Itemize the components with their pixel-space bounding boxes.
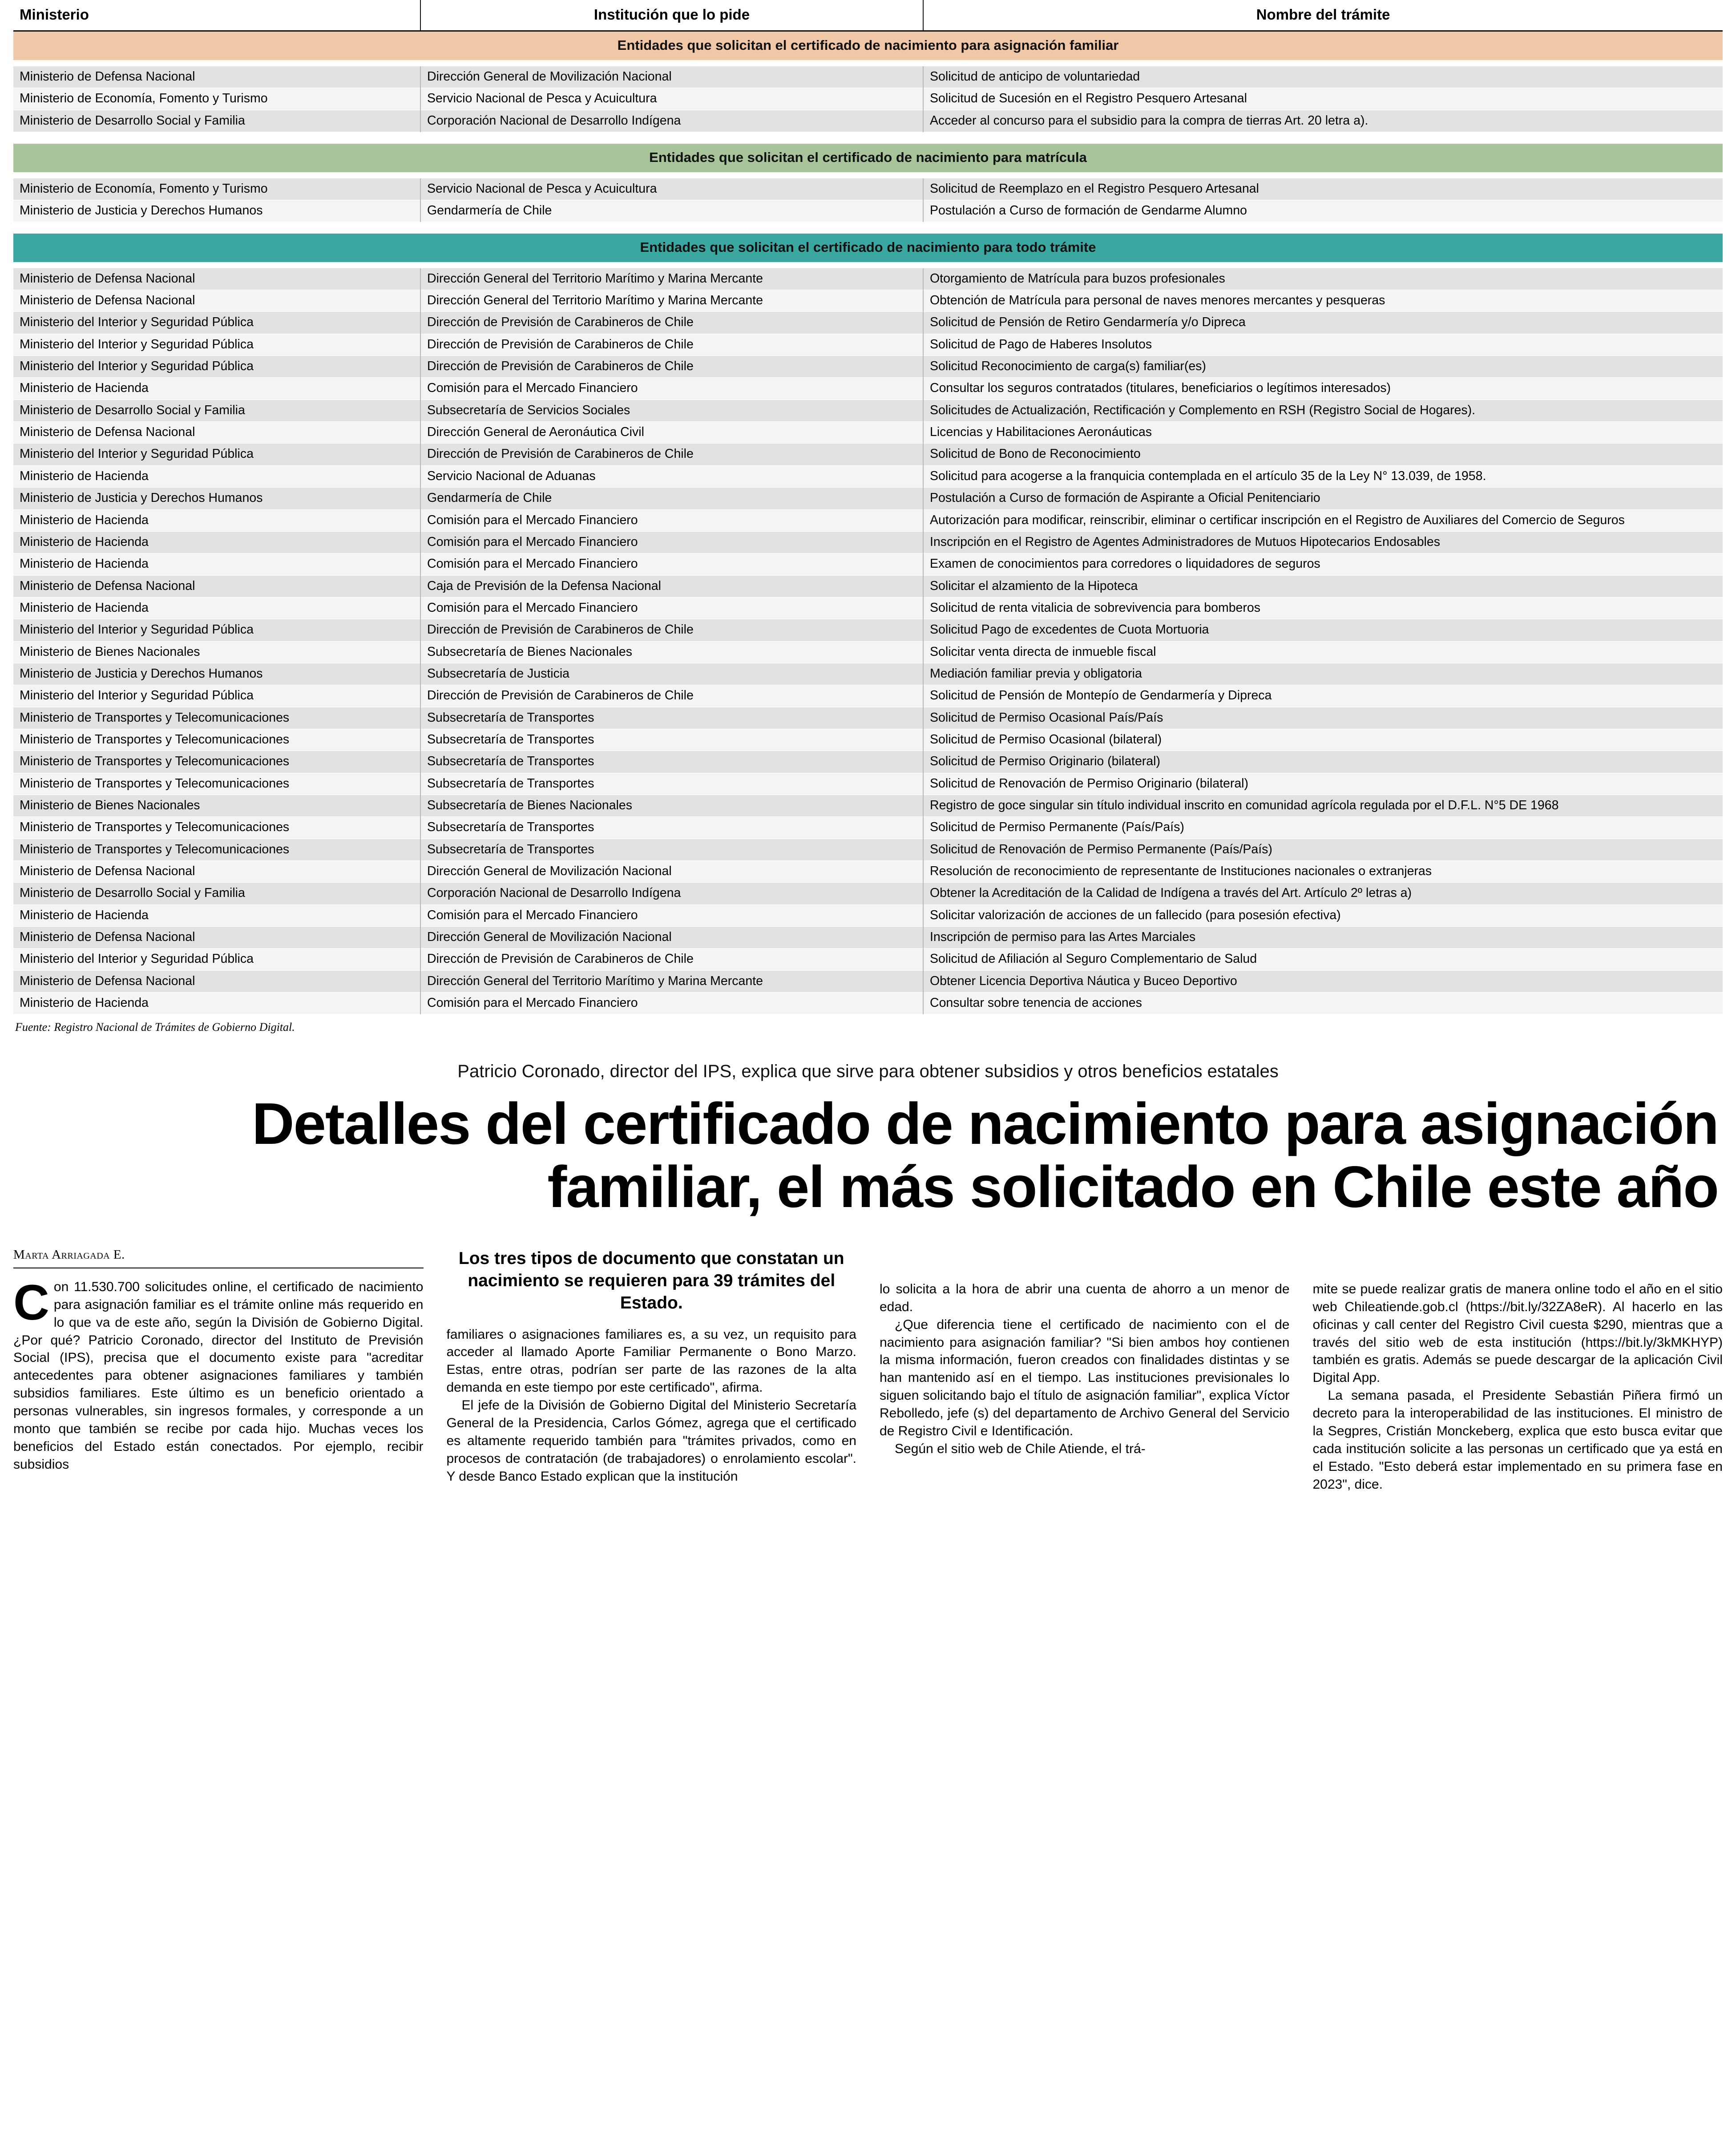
table-row — [13, 575, 1723, 597]
table-cell: Subsecretaría de Servicios Sociales — [420, 400, 923, 421]
table-cell: Solicitar venta directa de inmueble fiscal — [923, 641, 1723, 663]
table-cell: Servicio Nacional de Pesca y Acuicultura — [420, 88, 923, 110]
article-deck: Los tres tipos de documento que constatan un nacimiento se requieren para 39 trámites del Estado. — [458, 1248, 844, 1312]
table-cell: Ministerio de Bienes Nacionales — [13, 795, 420, 816]
table-row — [13, 200, 1723, 222]
table-cell: Solicitud de Permiso Originario (bilateral) — [923, 751, 1723, 773]
table-cell: Comisión para el Mercado Financiero — [420, 553, 923, 575]
paragraph: El jefe de la División de Gobierno Digital del Ministerio Secretaría General de la Presidencia, Carlos Gómez, agrega que el certificado es altamente requerido también para "trámites privados, como en procesos de contratación (de trabajadores) o enrolamiento escolar". Y desde Banco Estado explican que la institución — [446, 1398, 856, 1484]
table-row — [13, 861, 1723, 883]
paragraph: familiares o asignaciones familiares es, a su vez, un requisito para acceder al llamado Aporte Familiar Permanente o Bono Marzo. Estas, entre otras, podrían ser parte de las razones de la alta demanda en este tiempo por este certificado", afirma. — [446, 1327, 856, 1395]
table-row — [13, 904, 1723, 926]
table-cell: Subsecretaría de Bienes Nacionales — [420, 795, 923, 816]
table-cell: Mediación familiar previa y obligatoria — [923, 663, 1723, 685]
table-cell: Comisión para el Mercado Financiero — [420, 378, 923, 400]
table-cell: Dirección de Previsión de Carabineros de Chile — [420, 356, 923, 378]
table-row — [13, 729, 1723, 751]
table-row — [13, 597, 1723, 619]
article-column-2 — [447, 1248, 857, 1486]
article-body — [13, 1236, 1723, 1494]
table-cell: Ministerio del Interior y Seguridad Pública — [13, 685, 420, 707]
table-cell: Postulación a Curso de formación de Gendarme Alumno — [923, 200, 1723, 222]
table-cell: Dirección General de Movilización Nacional — [420, 66, 923, 88]
table-section-gap — [13, 262, 1723, 268]
table-cell: Solicitud de Sucesión en el Registro Pesquero Artesanal — [923, 88, 1723, 110]
table-cell: Comisión para el Mercado Financiero — [420, 509, 923, 531]
table-cell: Dirección General de Aeronáutica Civil — [420, 422, 923, 444]
table-cell: Ministerio de Hacienda — [13, 378, 420, 400]
table-cell: Solicitud para acogerse a la franquicia contemplada en el artículo 35 de la Ley N° 13.039, de 1958. — [923, 465, 1723, 487]
table-row — [13, 356, 1723, 378]
table-row — [13, 422, 1723, 444]
table-cell: Comisión para el Mercado Financiero — [420, 597, 923, 619]
table-cell: Dirección General de Movilización Nacional — [420, 927, 923, 949]
table-cell: Comisión para el Mercado Financiero — [420, 904, 923, 926]
table-section-gap — [13, 60, 1723, 66]
table-row — [13, 509, 1723, 531]
table-cell: Ministerio de Economía, Fomento y Turismo — [13, 178, 420, 200]
table-cell: Ministerio de Transportes y Telecomunicaciones — [13, 839, 420, 860]
table-cell: Subsecretaría de Transportes — [420, 839, 923, 860]
table-row — [13, 707, 1723, 729]
table-cell: Ministerio de Defensa Nacional — [13, 970, 420, 992]
table-body — [13, 31, 1723, 1014]
table-cell: Ministerio de Bienes Nacionales — [13, 641, 420, 663]
table-section-spacer — [13, 222, 1723, 234]
table-cell: Ministerio de Defensa Nacional — [13, 290, 420, 312]
table-cell: Dirección de Previsión de Carabineros de Chile — [420, 619, 923, 641]
table-row — [13, 795, 1723, 816]
table-cell: Solicitud de Bono de Reconocimiento — [923, 444, 1723, 465]
table-row — [13, 817, 1723, 839]
table-cell: Obtener la Acreditación de la Calidad de Indígena a través del Art. Artículo 2º letras a) — [923, 883, 1723, 904]
table-cell: Ministerio de Hacienda — [13, 509, 420, 531]
col-header-institucion: Institución que lo pide — [420, 0, 923, 31]
table-cell: Solicitudes de Actualización, Rectificación y Complemento en RSH (Registro Social de Hogares). — [923, 400, 1723, 421]
paragraph: lo solicita a la hora de abrir una cuenta de ahorro a un menor de edad. — [880, 1281, 1290, 1314]
paragraph: on 11.530.700 solicitudes online, el certificado de nacimiento para asignación familiar es el trámite online más requerido en lo que va de este año, según la División de Gobierno Digital. ¿Por qué? Patricio Coronado, director del Instituto de Previsión Social (IPS), precisa que el documento existe para "acreditar antecedentes para obtener asignaciones familiares y también subsidios familiares. Este último es un beneficio orientado a personas vulnerables, sin ingresos formales, y corresponde a un monto que también se recibe por cada hijo. Muchas veces los beneficios del Estado están conectados. Por ejemplo, recibir subsidios — [13, 1279, 424, 1472]
table-section-gap — [13, 172, 1723, 178]
table-cell: Obtención de Matrícula para personal de naves menores mercantes y pesqueras — [923, 290, 1723, 312]
table-section-header — [13, 31, 1723, 61]
table-cell: Ministerio de Transportes y Telecomunicaciones — [13, 773, 420, 795]
table-cell: Consultar los seguros contratados (titulares, beneficiarios o legítimos interesados) — [923, 378, 1723, 400]
table-row — [13, 663, 1723, 685]
table-row — [13, 290, 1723, 312]
article-headline: Detalles del certificado de nacimiento para asignación familiar, el más solicitado en Chile este año — [252, 1091, 1718, 1219]
table-cell: Ministerio de Justicia y Derechos Humanos — [13, 200, 420, 222]
table-row — [13, 531, 1723, 553]
paragraph: La semana pasada, el Presidente Sebastián Piñera firmó un decreto para la interoperabilidad de las instituciones. El ministro de la Segpres, Cristián Monckeberg, explica que esto busca evitar que cada institución solicite a las personas un certificado que ya está en el Estado. "Esto deberá estar implementado en su primera fase en 2023", dice. — [1312, 1388, 1723, 1492]
col-header-tramite: Nombre del trámite — [923, 0, 1723, 31]
table-cell: Examen de conocimientos para corredores o liquidadores de seguros — [923, 553, 1723, 575]
table-cell: Servicio Nacional de Aduanas — [420, 465, 923, 487]
table-cell: Dirección General del Territorio Marítimo y Marina Mercante — [420, 970, 923, 992]
table-section-title: Entidades que solicitan el certificado de nacimiento para asignación familiar — [13, 31, 1723, 61]
table-row — [13, 685, 1723, 707]
table-cell: Ministerio de Desarrollo Social y Familia — [13, 110, 420, 132]
table-cell: Subsecretaría de Transportes — [420, 729, 923, 751]
table-cell: Ministerio del Interior y Seguridad Pública — [13, 444, 420, 465]
table-cell: Solicitud de Afiliación al Seguro Complementario de Salud — [923, 949, 1723, 970]
paragraph: ¿Que diferencia tiene el certificado de nacimiento con el de nacimiento para asignación familiar? "Si bien ambos hoy contienen la misma información, fueron creados con finalidades distintas y se han mantenido así en el tiempo. Las instituciones previsionales lo siguen solicitando bajo el título de asignación familiar", explica Víctor Rebolledo, jefe (s) del departamento de Archivo General del Servicio de Registro Civil e Identificación. — [880, 1317, 1290, 1438]
table-cell: Acceder al concurso para el subsidio para la compra de tierras Art. 20 letra a). — [923, 110, 1723, 132]
table-cell: Ministerio del Interior y Seguridad Pública — [13, 619, 420, 641]
table-cell: Ministerio de Hacienda — [13, 993, 420, 1014]
table-cell: Solicitud de Permiso Ocasional País/País — [923, 707, 1723, 729]
table-cell: Ministerio de Transportes y Telecomunicaciones — [13, 817, 420, 839]
table-cell: Servicio Nacional de Pesca y Acuicultura — [420, 178, 923, 200]
table-cell: Otorgamiento de Matrícula para buzos profesionales — [923, 268, 1723, 290]
table-cell: Dirección General del Territorio Marítimo y Marina Mercante — [420, 290, 923, 312]
table-cell: Gendarmería de Chile — [420, 488, 923, 509]
table-cell: Ministerio del Interior y Seguridad Pública — [13, 312, 420, 334]
table-cell: Subsecretaría de Transportes — [420, 707, 923, 729]
table-cell: Dirección de Previsión de Carabineros de Chile — [420, 334, 923, 355]
table-row — [13, 312, 1723, 334]
table-cell: Ministerio de Defensa Nacional — [13, 66, 420, 88]
table-cell: Ministerio de Hacienda — [13, 597, 420, 619]
article-column-4 — [1313, 1248, 1723, 1494]
table-cell: Resolución de reconocimiento de representante de Instituciones nacionales o extranjeras — [923, 861, 1723, 883]
table-cell: Ministerio de Economía, Fomento y Turismo — [13, 88, 420, 110]
table-row — [13, 839, 1723, 860]
table-section-header — [13, 234, 1723, 262]
table-cell: Ministerio del Interior y Seguridad Pública — [13, 356, 420, 378]
table-cell: Dirección de Previsión de Carabineros de Chile — [420, 444, 923, 465]
table-cell: Ministerio de Hacienda — [13, 553, 420, 575]
table-cell: Ministerio de Transportes y Telecomunicaciones — [13, 751, 420, 773]
table-cell: Ministerio de Defensa Nacional — [13, 575, 420, 597]
table-cell: Corporación Nacional de Desarrollo Indígena — [420, 883, 923, 904]
table-section-title: Entidades que solicitan el certificado de nacimiento para matrícula — [13, 144, 1723, 172]
table-cell: Subsecretaría de Justicia — [420, 663, 923, 685]
table-cell: Subsecretaría de Transportes — [420, 773, 923, 795]
table-cell: Solicitud de Renovación de Permiso Originario (bilateral) — [923, 773, 1723, 795]
table-cell: Dirección General de Movilización Nacional — [420, 861, 923, 883]
table-cell: Solicitud de Renovación de Permiso Permanente (País/País) — [923, 839, 1723, 860]
table-row — [13, 553, 1723, 575]
table-cell: Dirección de Previsión de Carabineros de Chile — [420, 949, 923, 970]
table-cell: Solicitud Reconocimiento de carga(s) familiar(es) — [923, 356, 1723, 378]
table-cell: Ministerio de Hacienda — [13, 465, 420, 487]
table-cell: Postulación a Curso de formación de Aspirante a Oficial Penitenciario — [923, 488, 1723, 509]
paragraph: mite se puede realizar gratis de manera online todo el año en el sitio web Chileatiende.gob.cl (https://bit.ly/32ZA8eR). Al hacerlo en las oficinas y call center del Registro Civil cuesta $290, mientras que a través del sitio web de esta institución (https://bit.ly/3kMKHYP) también es gratis. Además se puede descargar de la aplicación Civil Digital App. — [1312, 1281, 1723, 1385]
table-cell: Solicitud de Permiso Permanente (País/País) — [923, 817, 1723, 839]
table-cell: Ministerio de Hacienda — [13, 531, 420, 553]
table-cell: Inscripción en el Registro de Agentes Administradores de Mutuos Hipotecarios Endosables — [923, 531, 1723, 553]
table-cell: Solicitud de Reemplazo en el Registro Pesquero Artesanal — [923, 178, 1723, 200]
drop-cap: C — [13, 1274, 49, 1330]
table-cell: Ministerio de Justicia y Derechos Humanos — [13, 663, 420, 685]
table-cell: Ministerio de Hacienda — [13, 904, 420, 926]
table-cell: Ministerio de Desarrollo Social y Familia — [13, 400, 420, 421]
table-cell: Ministerio de Defensa Nacional — [13, 268, 420, 290]
table-row — [13, 400, 1723, 421]
tramites-table — [13, 0, 1723, 1014]
source-note: Fuente: Registro Nacional de Trámites de Gobierno Digital. — [15, 1021, 295, 1034]
table-row — [13, 444, 1723, 465]
table-cell: Solicitar el alzamiento de la Hipoteca — [923, 575, 1723, 597]
table-cell: Inscripción de permiso para las Artes Marciales — [923, 927, 1723, 949]
table-cell: Autorización para modificar, reinscribir, eliminar o certificar inscripción en el Registro de Auxiliares del Comercio de Seguros — [923, 509, 1723, 531]
table-row — [13, 178, 1723, 200]
col-header-ministerio: Ministerio — [13, 0, 420, 31]
table-cell: Solicitud de Pago de Haberes Insolutos — [923, 334, 1723, 355]
table-cell: Ministerio de Defensa Nacional — [13, 861, 420, 883]
table-row — [13, 66, 1723, 88]
article-kicker: Patricio Coronado, director del IPS, explica que sirve para obtener subsidios y otros beneficios estatales — [457, 1062, 1279, 1082]
table-row — [13, 751, 1723, 773]
table-row — [13, 619, 1723, 641]
table-cell: Subsecretaría de Transportes — [420, 817, 923, 839]
table-cell: Obtener Licencia Deportiva Náutica y Buceo Deportivo — [923, 970, 1723, 992]
table-row — [13, 993, 1723, 1014]
table-cell: Consultar sobre tenencia de acciones — [923, 993, 1723, 1014]
byline: Marta Arriagada E. — [13, 1248, 424, 1268]
table-section-spacer — [13, 132, 1723, 144]
table-cell: Solicitud de Pensión de Montepío de Gendarmería y Diprecа — [923, 685, 1723, 707]
table-cell: Solicitud Pago de excedentes de Cuota Mortuoria — [923, 619, 1723, 641]
table-row — [13, 773, 1723, 795]
table-cell: Caja de Previsión de la Defensa Nacional — [420, 575, 923, 597]
table-cell: Comisión para el Mercado Financiero — [420, 993, 923, 1014]
article-column-1 — [13, 1248, 424, 1474]
table-cell: Ministerio de Transportes y Telecomunicaciones — [13, 729, 420, 751]
table-cell: Solicitud de renta vitalicia de sobrevivencia para bomberos — [923, 597, 1723, 619]
table-cell: Subsecretaría de Bienes Nacionales — [420, 641, 923, 663]
table-cell: Ministerio de Desarrollo Social y Familia — [13, 883, 420, 904]
table-cell: Subsecretaría de Transportes — [420, 751, 923, 773]
table-row — [13, 378, 1723, 400]
table-row — [13, 970, 1723, 992]
table-row — [13, 88, 1723, 110]
table-cell: Ministerio de Transportes y Telecomunicaciones — [13, 707, 420, 729]
table-row — [13, 465, 1723, 487]
table-cell: Dirección General del Territorio Marítimo y Marina Mercante — [420, 268, 923, 290]
table-cell: Licencias y Habilitaciones Aeronáuticas — [923, 422, 1723, 444]
table-row — [13, 488, 1723, 509]
table-cell: Ministerio de Defensa Nacional — [13, 422, 420, 444]
table-row — [13, 268, 1723, 290]
table-section-header — [13, 144, 1723, 172]
table-row — [13, 949, 1723, 970]
table-cell: Comisión para el Mercado Financiero — [420, 531, 923, 553]
paragraph: Según el sitio web de Chile Atiende, el trá- — [895, 1441, 1146, 1456]
table-cell: Solicitud de Permiso Ocasional (bilateral) — [923, 729, 1723, 751]
table-cell: Dirección de Previsión de Carabineros de Chile — [420, 685, 923, 707]
table-section-title: Entidades que solicitan el certificado de nacimiento para todo trámite — [13, 234, 1723, 262]
table-row — [13, 927, 1723, 949]
table-row — [13, 110, 1723, 132]
table-cell: Ministerio del Interior y Seguridad Pública — [13, 949, 420, 970]
table-cell: Corporación Nacional de Desarrollo Indígena — [420, 110, 923, 132]
table-cell: Registro de goce singular sin título individual inscrito en comunidad agrícola regulada por el D.F.L. N°5 DE 1968 — [923, 795, 1723, 816]
table-cell: Ministerio de Defensa Nacional — [13, 927, 420, 949]
table-cell: Ministerio de Justicia y Derechos Humanos — [13, 488, 420, 509]
table-cell: Dirección de Previsión de Carabineros de Chile — [420, 312, 923, 334]
table-cell: Ministerio del Interior y Seguridad Pública — [13, 334, 420, 355]
article-column-3 — [880, 1248, 1290, 1458]
table-row — [13, 883, 1723, 904]
table-cell: Solicitud de anticipo de voluntariedad — [923, 66, 1723, 88]
table-row — [13, 641, 1723, 663]
table-cell: Solicitar valorización de acciones de un fallecido (para posesión efectiva) — [923, 904, 1723, 926]
table-row — [13, 334, 1723, 355]
table-header-row — [13, 0, 1723, 31]
table-cell: Solicitud de Pensión de Retiro Gendarmería y/o Diprecа — [923, 312, 1723, 334]
table-cell: Gendarmería de Chile — [420, 200, 923, 222]
